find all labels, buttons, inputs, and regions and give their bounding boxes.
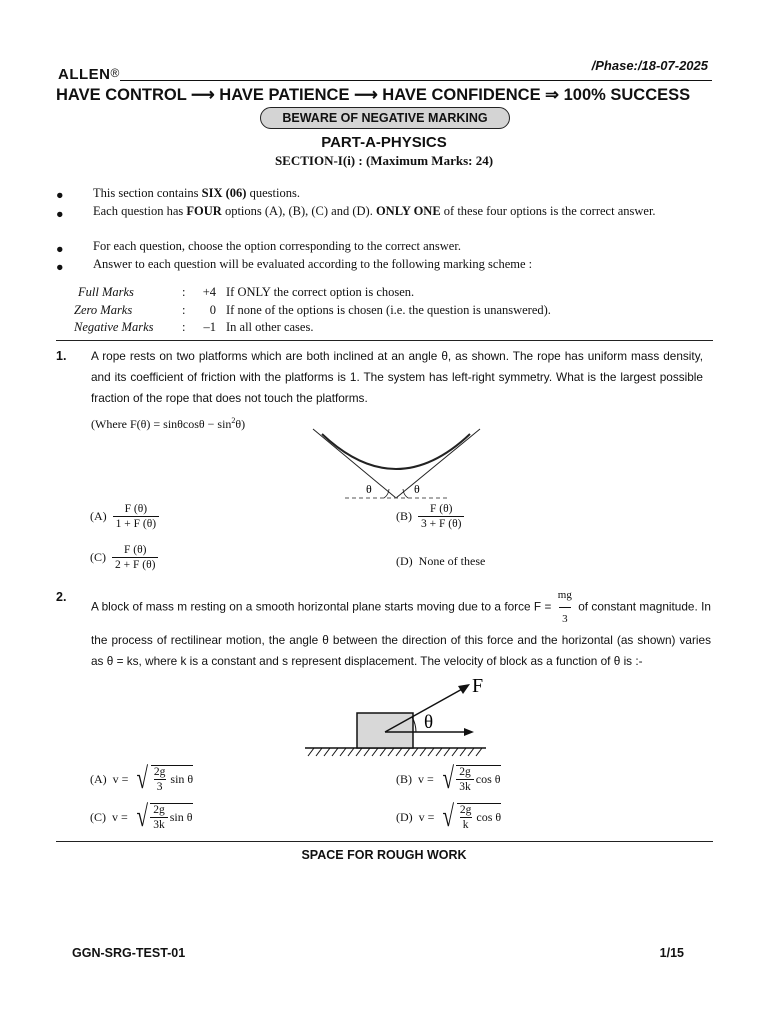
marking-desc-full: If ONLY the correct option is chosen.	[226, 285, 415, 299]
question-1-where: (Where $F(\theta) = \sin\theta\cos\theta - \sin^2\theta$)	[91, 416, 246, 431]
section-title: SECTION-I(i) : (Maximum Marks: 24)	[274, 153, 494, 168]
bullet-icon: ●	[56, 207, 64, 221]
theta-label: θ	[424, 712, 434, 733]
bullet-icon: ●	[56, 260, 64, 274]
marking-value-zero: 0	[209, 303, 216, 317]
q1-option-a[interactable]: (A) $\frac{F (\theta)}{1 + F (\theta)}$	[90, 503, 159, 530]
bullet-icon: ●	[56, 188, 64, 202]
q2-option-a[interactable]: (A) v = √ $\frac{2g}{3}$ sin θ	[90, 762, 194, 795]
question-1-text: A rope rests on two platforms which are both inclined at an angle θ, as shown. The rope has uniform mass density, and its coefficient of friction with the platforms is 1. The system has left-right symmetry. What is the largest possible fraction of the rope that does not touch the platforms.	[91, 349, 703, 405]
q1-option-c[interactable]: (C) $\frac{F (\theta)}{2 + F (\theta)}$	[90, 544, 158, 571]
slogan: HAVE CONTROL ⟶ HAVE PATIENCE ⟶ HAVE CONFIDENCE ⇒ 100% SUCCESS	[56, 86, 691, 104]
instruction-3: For each question, choose the option corresponding to the correct answer.	[93, 239, 461, 253]
phase-date: /Phase:/18-07-2025	[591, 58, 708, 73]
force-label: F	[472, 675, 484, 697]
negative-marking-warning: BEWARE OF NEGATIVE MARKING	[260, 107, 510, 129]
marking-colon: :	[182, 320, 186, 334]
brand-underline	[120, 80, 712, 81]
theta-left-label: θ	[366, 482, 372, 496]
question-2-text: A block of mass m resting on a smooth horizontal plane starts moving due to a force F = $\frac{mg}{3}$ of constant magnitude. In the process of rectilinear motion, the angle θ between the direction of this force and the horizontal (as shown) varies as θ = ks, where k is a constant and s represent displacement. The velocity of block as a function of θ is :-	[91, 589, 711, 668]
instruction-4: Answer to each question will be evaluated according to the following marking scheme :	[93, 257, 533, 271]
theta-right-label: θ	[414, 482, 420, 496]
sqrt-icon: √	[136, 800, 148, 833]
marking-label-negative: Negative Marks	[74, 320, 154, 334]
marking-label-zero: Zero Marks	[74, 303, 133, 317]
marking-value-negative: –1	[203, 320, 216, 334]
marking-desc-zero: If none of the options is chosen (i.e. the question is unanswered).	[226, 303, 551, 317]
marking-desc-negative: In all other cases.	[226, 320, 314, 334]
sqrt-icon: √	[442, 762, 454, 795]
brand-logo	[58, 66, 120, 83]
bullet-icon: ●	[56, 242, 64, 256]
q1-option-d[interactable]: (D) None of these	[396, 554, 486, 568]
test-code: GGN-SRG-TEST-01	[72, 946, 186, 960]
q2-option-d[interactable]: (D) v = √ $\frac{2g}{k}$ cos θ	[396, 800, 502, 833]
page-number: 1/15	[659, 946, 684, 960]
question-number: 1.	[56, 349, 67, 363]
marking-label-full: Full Marks	[78, 285, 134, 299]
instruction-1: This section contains SIX (06) questions.	[93, 186, 300, 200]
sqrt-icon: √	[136, 762, 149, 795]
q1-option-b[interactable]: (B) $\frac{F (\theta)}{3 + F (\theta)}$	[396, 503, 464, 530]
divider	[56, 340, 713, 341]
part-title: PART-A-PHYSICS	[321, 134, 447, 151]
marking-value-full: +4	[202, 285, 216, 299]
marking-colon: :	[182, 285, 186, 299]
question-number: 2.	[56, 590, 67, 604]
registered-mark: ®	[110, 66, 120, 80]
q2-option-c[interactable]: (C) v = √ $\frac{2g}{3k}$ sin θ	[90, 800, 193, 833]
brand-name: ALLEN	[58, 66, 111, 83]
marking-colon: :	[182, 303, 186, 317]
rough-work-label: SPACE FOR ROUGH WORK	[301, 848, 467, 862]
rope-platform-figure	[310, 426, 486, 500]
q2-option-b[interactable]: (B) v = √ $\frac{2g}{3k}$ cos θ	[396, 762, 501, 795]
block-force-figure	[300, 670, 490, 762]
divider	[56, 841, 713, 842]
sqrt-icon: √	[442, 800, 455, 833]
instruction-2: Each question has FOUR options (A), (B), (C) and (D). ONLY ONE of these four options is the correct answer.	[93, 204, 656, 218]
